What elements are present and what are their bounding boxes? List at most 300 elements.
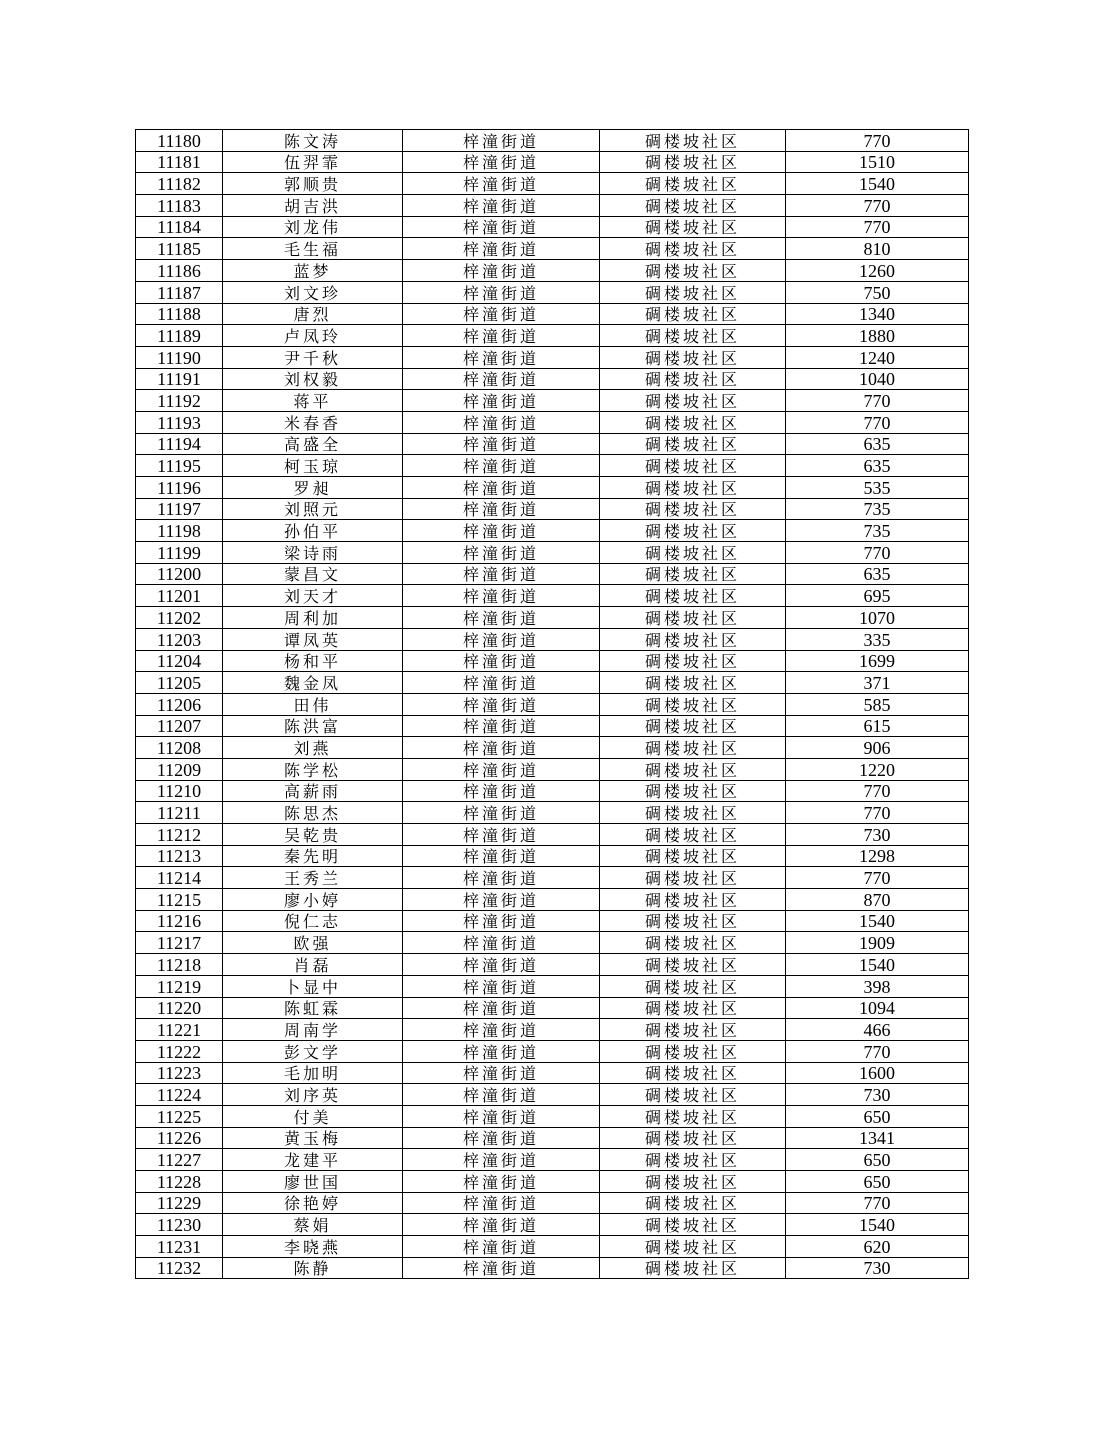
name-cell: 尹千秋 [223, 346, 403, 368]
row-number-cell: 11186 [136, 260, 223, 282]
table-row [136, 130, 969, 152]
amount-cell: 770 [786, 802, 969, 824]
row-number-cell: 11197 [136, 498, 223, 520]
name-cell: 梁诗雨 [223, 542, 403, 564]
row-number-cell: 11206 [136, 693, 223, 715]
street-cell: 梓潼街道 [403, 1062, 600, 1084]
table-row [136, 910, 969, 932]
name-cell: 刘燕 [223, 737, 403, 759]
name-cell: 郭顺贵 [223, 173, 403, 195]
amount-cell: 1070 [786, 607, 969, 629]
table-row [136, 390, 969, 412]
name-cell: 欧强 [223, 932, 403, 954]
amount-cell: 1260 [786, 260, 969, 282]
amount-cell: 1880 [786, 325, 969, 347]
amount-cell: 371 [786, 672, 969, 694]
amount-cell: 770 [786, 1040, 969, 1062]
street-cell: 梓潼街道 [403, 238, 600, 260]
street-cell: 梓潼街道 [403, 281, 600, 303]
row-number-cell: 11183 [136, 195, 223, 217]
row-number-cell: 11198 [136, 520, 223, 542]
name-cell: 蔡娟 [223, 1214, 403, 1236]
name-cell: 龙建平 [223, 1149, 403, 1171]
name-cell: 高盛全 [223, 433, 403, 455]
row-number-cell: 11231 [136, 1236, 223, 1258]
community-cell: 碉楼坡社区 [600, 1171, 786, 1193]
row-number-cell: 11212 [136, 824, 223, 846]
name-cell: 柯玉琼 [223, 455, 403, 477]
community-cell: 碉楼坡社区 [600, 693, 786, 715]
table-row [136, 1214, 969, 1236]
name-cell: 刘文珍 [223, 281, 403, 303]
amount-cell: 735 [786, 520, 969, 542]
amount-cell: 585 [786, 693, 969, 715]
table-row [136, 477, 969, 499]
name-cell: 罗昶 [223, 477, 403, 499]
street-cell: 梓潼街道 [403, 151, 600, 173]
community-cell: 碉楼坡社区 [600, 628, 786, 650]
community-cell: 碉楼坡社区 [600, 802, 786, 824]
street-cell: 梓潼街道 [403, 1214, 600, 1236]
name-cell: 刘天才 [223, 585, 403, 607]
name-cell: 陈洪富 [223, 715, 403, 737]
name-cell: 陈虹霖 [223, 997, 403, 1019]
street-cell: 梓潼街道 [403, 1149, 600, 1171]
table-row [136, 1171, 969, 1193]
street-cell: 梓潼街道 [403, 260, 600, 282]
street-cell: 梓潼街道 [403, 997, 600, 1019]
row-number-cell: 11181 [136, 151, 223, 173]
name-cell: 吴乾贵 [223, 824, 403, 846]
table-row [136, 411, 969, 433]
name-cell: 刘序英 [223, 1084, 403, 1106]
table-row [136, 238, 969, 260]
street-cell: 梓潼街道 [403, 889, 600, 911]
community-cell: 碉楼坡社区 [600, 715, 786, 737]
amount-cell: 1600 [786, 1062, 969, 1084]
street-cell: 梓潼街道 [403, 650, 600, 672]
table-row [136, 455, 969, 477]
community-cell: 碉楼坡社区 [600, 845, 786, 867]
community-cell: 碉楼坡社区 [600, 780, 786, 802]
street-cell: 梓潼街道 [403, 932, 600, 954]
community-cell: 碉楼坡社区 [600, 325, 786, 347]
amount-cell: 1040 [786, 368, 969, 390]
row-number-cell: 11209 [136, 758, 223, 780]
name-cell: 周利加 [223, 607, 403, 629]
community-cell: 碉楼坡社区 [600, 910, 786, 932]
row-number-cell: 11205 [136, 672, 223, 694]
name-cell: 彭文学 [223, 1040, 403, 1062]
row-number-cell: 11188 [136, 303, 223, 325]
community-cell: 碉楼坡社区 [600, 1105, 786, 1127]
community-cell: 碉楼坡社区 [600, 824, 786, 846]
row-number-cell: 11220 [136, 997, 223, 1019]
community-cell: 碉楼坡社区 [600, 238, 786, 260]
table-row [136, 1062, 969, 1084]
table-row [136, 867, 969, 889]
amount-cell: 1540 [786, 173, 969, 195]
table-row [136, 954, 969, 976]
name-cell: 唐烈 [223, 303, 403, 325]
name-cell: 廖小婷 [223, 889, 403, 911]
row-number-cell: 11224 [136, 1084, 223, 1106]
amount-cell: 1220 [786, 758, 969, 780]
table-row [136, 1149, 969, 1171]
table-row [136, 650, 969, 672]
amount-cell: 750 [786, 281, 969, 303]
table-row [136, 693, 969, 715]
street-cell: 梓潼街道 [403, 1171, 600, 1193]
community-cell: 碉楼坡社区 [600, 585, 786, 607]
row-number-cell: 11180 [136, 130, 223, 152]
name-cell: 毛生福 [223, 238, 403, 260]
name-cell: 王秀兰 [223, 867, 403, 889]
street-cell: 梓潼街道 [403, 802, 600, 824]
name-cell: 蓝梦 [223, 260, 403, 282]
street-cell: 梓潼街道 [403, 975, 600, 997]
community-cell: 碉楼坡社区 [600, 563, 786, 585]
table-row [136, 1040, 969, 1062]
row-number-cell: 11225 [136, 1105, 223, 1127]
amount-cell: 870 [786, 889, 969, 911]
table-row [136, 975, 969, 997]
amount-cell: 735 [786, 498, 969, 520]
table-row [136, 542, 969, 564]
amount-cell: 535 [786, 477, 969, 499]
table-row [136, 498, 969, 520]
amount-cell: 1909 [786, 932, 969, 954]
name-cell: 李晓燕 [223, 1236, 403, 1258]
name-cell: 毛加明 [223, 1062, 403, 1084]
table-row [136, 607, 969, 629]
street-cell: 梓潼街道 [403, 411, 600, 433]
street-cell: 梓潼街道 [403, 455, 600, 477]
amount-cell: 1510 [786, 151, 969, 173]
row-number-cell: 11210 [136, 780, 223, 802]
name-cell: 伍羿霏 [223, 151, 403, 173]
row-number-cell: 11184 [136, 216, 223, 238]
table-row [136, 737, 969, 759]
name-cell: 肖磊 [223, 954, 403, 976]
community-cell: 碉楼坡社区 [600, 737, 786, 759]
community-cell: 碉楼坡社区 [600, 672, 786, 694]
row-number-cell: 11191 [136, 368, 223, 390]
amount-cell: 620 [786, 1236, 969, 1258]
community-cell: 碉楼坡社区 [600, 1084, 786, 1106]
table-row [136, 997, 969, 1019]
amount-cell: 615 [786, 715, 969, 737]
street-cell: 梓潼街道 [403, 824, 600, 846]
community-cell: 碉楼坡社区 [600, 1127, 786, 1149]
row-number-cell: 11216 [136, 910, 223, 932]
street-cell: 梓潼街道 [403, 607, 600, 629]
table-row [136, 1257, 969, 1279]
amount-cell: 635 [786, 455, 969, 477]
community-cell: 碉楼坡社区 [600, 1192, 786, 1214]
row-number-cell: 11227 [136, 1149, 223, 1171]
amount-cell: 810 [786, 238, 969, 260]
name-cell: 杨和平 [223, 650, 403, 672]
community-cell: 碉楼坡社区 [600, 889, 786, 911]
row-number-cell: 11203 [136, 628, 223, 650]
name-cell: 陈思杰 [223, 802, 403, 824]
name-cell: 陈文涛 [223, 130, 403, 152]
amount-cell: 770 [786, 411, 969, 433]
row-number-cell: 11199 [136, 542, 223, 564]
row-number-cell: 11189 [136, 325, 223, 347]
row-number-cell: 11213 [136, 845, 223, 867]
table-row [136, 932, 969, 954]
amount-cell: 730 [786, 824, 969, 846]
street-cell: 梓潼街道 [403, 758, 600, 780]
row-number-cell: 11193 [136, 411, 223, 433]
row-number-cell: 11202 [136, 607, 223, 629]
table-body [136, 130, 969, 1279]
row-number-cell: 11201 [136, 585, 223, 607]
community-cell: 碉楼坡社区 [600, 455, 786, 477]
amount-cell: 650 [786, 1149, 969, 1171]
name-cell: 刘龙伟 [223, 216, 403, 238]
row-number-cell: 11217 [136, 932, 223, 954]
community-cell: 碉楼坡社区 [600, 1236, 786, 1258]
amount-cell: 770 [786, 542, 969, 564]
row-number-cell: 11187 [136, 281, 223, 303]
community-cell: 碉楼坡社区 [600, 346, 786, 368]
table-row [136, 824, 969, 846]
community-cell: 碉楼坡社区 [600, 477, 786, 499]
street-cell: 梓潼街道 [403, 303, 600, 325]
community-cell: 碉楼坡社区 [600, 411, 786, 433]
community-cell: 碉楼坡社区 [600, 542, 786, 564]
name-cell: 胡吉洪 [223, 195, 403, 217]
community-cell: 碉楼坡社区 [600, 997, 786, 1019]
street-cell: 梓潼街道 [403, 845, 600, 867]
amount-cell: 1540 [786, 1214, 969, 1236]
street-cell: 梓潼街道 [403, 433, 600, 455]
amount-cell: 770 [786, 130, 969, 152]
name-cell: 陈学松 [223, 758, 403, 780]
table-row [136, 563, 969, 585]
street-cell: 梓潼街道 [403, 1105, 600, 1127]
street-cell: 梓潼街道 [403, 628, 600, 650]
row-number-cell: 11211 [136, 802, 223, 824]
table-row [136, 433, 969, 455]
name-cell: 蒋平 [223, 390, 403, 412]
street-cell: 梓潼街道 [403, 1236, 600, 1258]
table-row [136, 715, 969, 737]
row-number-cell: 11221 [136, 1019, 223, 1041]
amount-cell: 335 [786, 628, 969, 650]
street-cell: 梓潼街道 [403, 173, 600, 195]
street-cell: 梓潼街道 [403, 520, 600, 542]
community-cell: 碉楼坡社区 [600, 433, 786, 455]
name-cell: 魏金凤 [223, 672, 403, 694]
community-cell: 碉楼坡社区 [600, 260, 786, 282]
community-cell: 碉楼坡社区 [600, 1040, 786, 1062]
community-cell: 碉楼坡社区 [600, 520, 786, 542]
amount-cell: 770 [786, 195, 969, 217]
amount-cell: 1094 [786, 997, 969, 1019]
street-cell: 梓潼街道 [403, 954, 600, 976]
table-row [136, 802, 969, 824]
table-row [136, 628, 969, 650]
street-cell: 梓潼街道 [403, 672, 600, 694]
row-number-cell: 11228 [136, 1171, 223, 1193]
street-cell: 梓潼街道 [403, 910, 600, 932]
row-number-cell: 11185 [136, 238, 223, 260]
street-cell: 梓潼街道 [403, 498, 600, 520]
community-cell: 碉楼坡社区 [600, 1214, 786, 1236]
street-cell: 梓潼街道 [403, 1127, 600, 1149]
row-number-cell: 11215 [136, 889, 223, 911]
amount-cell: 1540 [786, 954, 969, 976]
amount-cell: 1341 [786, 1127, 969, 1149]
street-cell: 梓潼街道 [403, 390, 600, 412]
name-cell: 廖世国 [223, 1171, 403, 1193]
community-cell: 碉楼坡社区 [600, 975, 786, 997]
name-cell: 卢凤玲 [223, 325, 403, 347]
street-cell: 梓潼街道 [403, 216, 600, 238]
amount-cell: 770 [786, 390, 969, 412]
community-cell: 碉楼坡社区 [600, 130, 786, 152]
row-number-cell: 11214 [136, 867, 223, 889]
amount-cell: 906 [786, 737, 969, 759]
amount-cell: 1240 [786, 346, 969, 368]
community-cell: 碉楼坡社区 [600, 1019, 786, 1041]
street-cell: 梓潼街道 [403, 867, 600, 889]
street-cell: 梓潼街道 [403, 477, 600, 499]
name-cell: 周南学 [223, 1019, 403, 1041]
community-cell: 碉楼坡社区 [600, 1062, 786, 1084]
street-cell: 梓潼街道 [403, 346, 600, 368]
name-cell: 孙伯平 [223, 520, 403, 542]
community-cell: 碉楼坡社区 [600, 1149, 786, 1171]
amount-cell: 650 [786, 1171, 969, 1193]
row-number-cell: 11218 [136, 954, 223, 976]
amount-cell: 695 [786, 585, 969, 607]
amount-cell: 1540 [786, 910, 969, 932]
table-row [136, 346, 969, 368]
street-cell: 梓潼街道 [403, 130, 600, 152]
table-row [136, 520, 969, 542]
table-row [136, 672, 969, 694]
street-cell: 梓潼街道 [403, 1084, 600, 1106]
amount-cell: 730 [786, 1257, 969, 1279]
name-cell: 米春香 [223, 411, 403, 433]
row-number-cell: 11222 [136, 1040, 223, 1062]
row-number-cell: 11229 [136, 1192, 223, 1214]
table-row [136, 173, 969, 195]
row-number-cell: 11223 [136, 1062, 223, 1084]
name-cell: 陈静 [223, 1257, 403, 1279]
row-number-cell: 11190 [136, 346, 223, 368]
amount-cell: 770 [786, 867, 969, 889]
table-row [136, 780, 969, 802]
community-cell: 碉楼坡社区 [600, 151, 786, 173]
amount-cell: 635 [786, 563, 969, 585]
table-row [136, 325, 969, 347]
amount-cell: 1699 [786, 650, 969, 672]
amount-cell: 770 [786, 1192, 969, 1214]
community-cell: 碉楼坡社区 [600, 932, 786, 954]
row-number-cell: 11195 [136, 455, 223, 477]
community-cell: 碉楼坡社区 [600, 281, 786, 303]
community-cell: 碉楼坡社区 [600, 1257, 786, 1279]
name-cell: 田伟 [223, 693, 403, 715]
table-row [136, 1192, 969, 1214]
table-row [136, 1105, 969, 1127]
row-number-cell: 11192 [136, 390, 223, 412]
name-cell: 谭凤英 [223, 628, 403, 650]
row-number-cell: 11230 [136, 1214, 223, 1236]
street-cell: 梓潼街道 [403, 1040, 600, 1062]
row-number-cell: 11219 [136, 975, 223, 997]
table-row [136, 260, 969, 282]
community-cell: 碉楼坡社区 [600, 173, 786, 195]
community-cell: 碉楼坡社区 [600, 303, 786, 325]
table-row [136, 368, 969, 390]
street-cell: 梓潼街道 [403, 1257, 600, 1279]
community-cell: 碉楼坡社区 [600, 498, 786, 520]
row-number-cell: 11196 [136, 477, 223, 499]
name-cell: 高薪雨 [223, 780, 403, 802]
community-cell: 碉楼坡社区 [600, 390, 786, 412]
street-cell: 梓潼街道 [403, 585, 600, 607]
name-cell: 徐艳婷 [223, 1192, 403, 1214]
street-cell: 梓潼街道 [403, 195, 600, 217]
table-row [136, 151, 969, 173]
amount-cell: 635 [786, 433, 969, 455]
community-cell: 碉楼坡社区 [600, 216, 786, 238]
name-cell: 卜显中 [223, 975, 403, 997]
amount-cell: 398 [786, 975, 969, 997]
name-cell: 刘照元 [223, 498, 403, 520]
table-row [136, 1236, 969, 1258]
row-number-cell: 11226 [136, 1127, 223, 1149]
street-cell: 梓潼街道 [403, 780, 600, 802]
table-row [136, 1019, 969, 1041]
table-row [136, 195, 969, 217]
amount-cell: 770 [786, 216, 969, 238]
street-cell: 梓潼街道 [403, 737, 600, 759]
community-cell: 碉楼坡社区 [600, 867, 786, 889]
amount-cell: 770 [786, 780, 969, 802]
amount-cell: 730 [786, 1084, 969, 1106]
amount-cell: 650 [786, 1105, 969, 1127]
community-cell: 碉楼坡社区 [600, 368, 786, 390]
name-cell: 秦先明 [223, 845, 403, 867]
table-row [136, 889, 969, 911]
table-row [136, 585, 969, 607]
row-number-cell: 11200 [136, 563, 223, 585]
row-number-cell: 11232 [136, 1257, 223, 1279]
community-cell: 碉楼坡社区 [600, 650, 786, 672]
amount-cell: 1340 [786, 303, 969, 325]
name-cell: 倪仁志 [223, 910, 403, 932]
name-cell: 蒙昌文 [223, 563, 403, 585]
street-cell: 梓潼街道 [403, 1019, 600, 1041]
row-number-cell: 11208 [136, 737, 223, 759]
street-cell: 梓潼街道 [403, 715, 600, 737]
table-row [136, 281, 969, 303]
beneficiary-table [135, 129, 969, 1279]
row-number-cell: 11194 [136, 433, 223, 455]
street-cell: 梓潼街道 [403, 368, 600, 390]
row-number-cell: 11182 [136, 173, 223, 195]
name-cell: 付美 [223, 1105, 403, 1127]
table-row [136, 216, 969, 238]
